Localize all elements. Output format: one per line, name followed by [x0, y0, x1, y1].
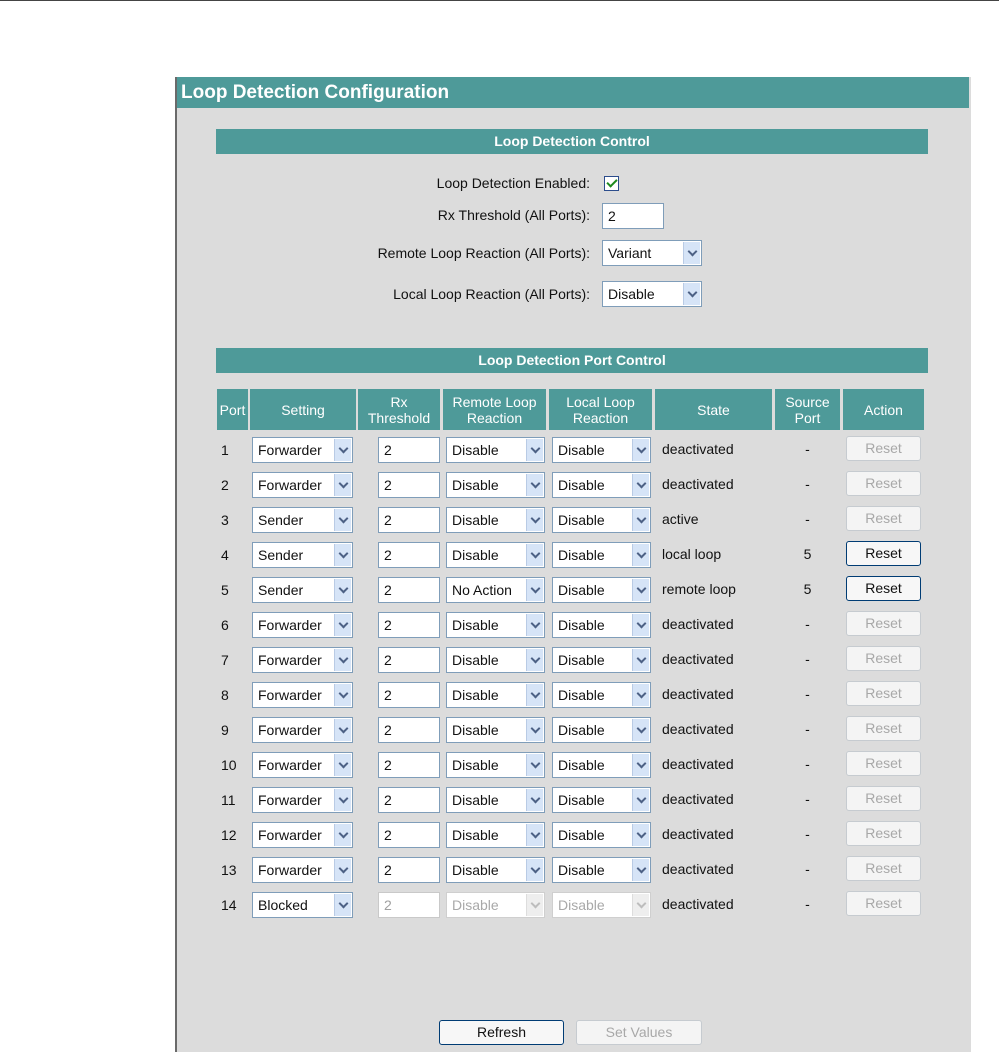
- col-header-setting: Setting: [250, 389, 356, 430]
- chevron-down-icon: [632, 509, 649, 531]
- setting-value: Forwarder: [258, 477, 322, 493]
- rx-threshold-input[interactable]: 2: [378, 822, 440, 848]
- local-loop-reaction-select[interactable]: [552, 647, 651, 673]
- rx-threshold-input[interactable]: 2: [378, 892, 440, 918]
- chevron-down-icon: [526, 684, 543, 706]
- setting-select[interactable]: [252, 612, 353, 638]
- local-loop-reaction-select[interactable]: [602, 281, 702, 307]
- chevron-down-icon: [526, 439, 543, 461]
- chevron-down-icon: [683, 283, 700, 305]
- setting-select[interactable]: [252, 717, 353, 743]
- port-number: 6: [221, 617, 229, 633]
- port-number: 12: [221, 827, 237, 843]
- reset-button[interactable]: Reset: [846, 681, 921, 706]
- setting-value: Sender: [258, 547, 304, 563]
- source-port-text: -: [805, 826, 810, 842]
- loop-detection-enabled-label: Loop Detection Enabled:: [436, 175, 590, 191]
- reset-button[interactable]: Reset: [846, 471, 921, 496]
- control-section-title: Loop Detection Control: [216, 129, 928, 154]
- state-text: deactivated: [662, 861, 734, 877]
- port-number: 11: [221, 792, 236, 808]
- local-loop-reaction-value: Disable: [558, 687, 605, 703]
- reset-button[interactable]: Reset: [846, 716, 921, 741]
- source-port-text: -: [805, 511, 810, 527]
- source-port-text: 5: [803, 546, 812, 562]
- chevron-down-icon: [632, 824, 649, 846]
- port-number: 1: [221, 442, 229, 458]
- state-text: deactivated: [662, 756, 734, 772]
- setting-select[interactable]: [252, 577, 353, 603]
- port-number: 4: [221, 547, 229, 563]
- chevron-down-icon: [334, 684, 351, 706]
- chevron-down-icon: [632, 789, 649, 811]
- setting-select[interactable]: [252, 472, 353, 498]
- port-number: 3: [221, 512, 229, 528]
- setting-value: Forwarder: [258, 862, 322, 878]
- state-text: deactivated: [662, 686, 734, 702]
- chevron-down-icon: [632, 614, 649, 636]
- remote-loop-reaction-select[interactable]: [446, 682, 545, 708]
- setting-value: Sender: [258, 582, 304, 598]
- chevron-down-icon: [526, 824, 543, 846]
- remote-loop-reaction-value: Disable: [452, 862, 499, 878]
- chevron-down-icon: [334, 789, 351, 811]
- loop-detection-enabled-checkbox[interactable]: [604, 176, 619, 191]
- port-control-section-title: Loop Detection Port Control: [216, 348, 928, 373]
- port-number: 9: [221, 722, 229, 738]
- setting-select[interactable]: [252, 647, 353, 673]
- local-loop-reaction-value: Disable: [558, 862, 605, 878]
- setting-select[interactable]: [252, 822, 353, 848]
- reset-button[interactable]: Reset: [846, 576, 921, 601]
- remote-loop-reaction-value: Disable: [452, 897, 499, 913]
- remote-loop-reaction-select[interactable]: [446, 647, 545, 673]
- setting-select[interactable]: [252, 857, 353, 883]
- chevron-down-icon: [334, 544, 351, 566]
- remote-loop-reaction-select[interactable]: [446, 822, 545, 848]
- source-port-text: 5: [803, 581, 812, 597]
- chevron-down-icon: [526, 474, 543, 496]
- reset-button[interactable]: Reset: [846, 611, 921, 636]
- state-text: deactivated: [662, 896, 734, 912]
- remote-loop-reaction-select[interactable]: [446, 717, 545, 743]
- local-loop-reaction-select[interactable]: [552, 612, 651, 638]
- local-loop-reaction-select[interactable]: [552, 892, 651, 918]
- chevron-down-icon: [334, 649, 351, 671]
- rx-threshold-input[interactable]: 2: [378, 577, 440, 603]
- remote-loop-reaction-select[interactable]: [446, 507, 545, 533]
- reset-button[interactable]: Reset: [846, 786, 921, 811]
- state-text: active: [662, 511, 699, 527]
- state-text: deactivated: [662, 616, 734, 632]
- rx-threshold-input[interactable]: 2: [378, 647, 440, 673]
- chevron-down-icon: [526, 614, 543, 636]
- rx-threshold-input[interactable]: 2: [378, 682, 440, 708]
- rx-threshold-input[interactable]: 2: [378, 542, 440, 568]
- port-number: 8: [221, 687, 229, 703]
- col-header-local-loop-reaction: Local Loop Reaction: [549, 389, 652, 430]
- local-loop-reaction-value: Disable: [558, 652, 605, 668]
- remote-loop-reaction-value: Disable: [452, 617, 499, 633]
- chevron-down-icon: [632, 684, 649, 706]
- remote-loop-reaction-value: Disable: [452, 652, 499, 668]
- setting-value: Forwarder: [258, 652, 322, 668]
- chevron-down-icon: [526, 579, 543, 601]
- state-text: deactivated: [662, 476, 734, 492]
- setting-value: Forwarder: [258, 722, 322, 738]
- local-loop-reaction-value: Disable: [558, 897, 605, 913]
- refresh-button[interactable]: Refresh: [439, 1020, 564, 1045]
- chevron-down-icon: [334, 509, 351, 531]
- remote-loop-reaction-select[interactable]: [446, 612, 545, 638]
- col-header-rx-threshold: Rx Threshold: [358, 389, 440, 430]
- port-number: 10: [221, 757, 237, 773]
- rx-threshold-input[interactable]: 2: [378, 717, 440, 743]
- source-port-text: -: [805, 686, 810, 702]
- remote-loop-reaction-select[interactable]: [446, 892, 545, 918]
- reset-button[interactable]: Reset: [846, 541, 921, 566]
- local-loop-reaction-label: Local Loop Reaction (All Ports):: [393, 286, 590, 302]
- port-number: 13: [221, 862, 237, 878]
- source-port-text: -: [805, 791, 810, 807]
- chevron-down-icon: [683, 242, 700, 264]
- chevron-down-icon: [334, 439, 351, 461]
- rx-threshold-input[interactable]: 2: [378, 752, 440, 778]
- chevron-down-icon: [632, 579, 649, 601]
- source-port-text: -: [805, 441, 810, 457]
- local-loop-reaction-select[interactable]: [552, 857, 651, 883]
- local-loop-reaction-value: Disable: [558, 827, 605, 843]
- local-loop-reaction-select[interactable]: [552, 472, 651, 498]
- reset-button[interactable]: Reset: [846, 856, 921, 881]
- col-header-state: State: [655, 389, 772, 430]
- remote-loop-reaction-value: Disable: [452, 792, 499, 808]
- top-divider: [0, 0, 999, 1]
- setting-select[interactable]: [252, 752, 353, 778]
- remote-loop-reaction-select[interactable]: [446, 787, 545, 813]
- local-loop-reaction-select[interactable]: [552, 682, 651, 708]
- rx-threshold-input[interactable]: 2: [378, 437, 440, 463]
- remote-loop-reaction-select[interactable]: [446, 577, 545, 603]
- setting-value: Forwarder: [258, 617, 322, 633]
- local-loop-reaction-select[interactable]: [552, 577, 651, 603]
- remote-loop-reaction-value: Variant: [608, 245, 652, 261]
- chevron-down-icon: [526, 719, 543, 741]
- setting-select[interactable]: [252, 542, 353, 568]
- reset-button[interactable]: Reset: [846, 436, 921, 461]
- rx-threshold-input[interactable]: 2: [378, 857, 440, 883]
- chevron-down-icon: [632, 754, 649, 776]
- chevron-down-icon: [334, 579, 351, 601]
- chevron-down-icon: [334, 474, 351, 496]
- chevron-down-icon: [632, 439, 649, 461]
- chevron-down-icon: [526, 859, 543, 881]
- chevron-down-icon: [526, 894, 543, 916]
- reset-button[interactable]: Reset: [846, 646, 921, 671]
- local-loop-reaction-value: Disable: [608, 286, 655, 302]
- local-loop-reaction-value: Disable: [558, 722, 605, 738]
- source-port-text: -: [805, 896, 810, 912]
- remote-loop-reaction-label: Remote Loop Reaction (All Ports):: [377, 245, 590, 261]
- state-text: local loop: [662, 546, 722, 562]
- col-header-port: Port: [217, 389, 248, 430]
- chevron-down-icon: [334, 859, 351, 881]
- source-port-text: -: [805, 651, 810, 667]
- chevron-down-icon: [334, 894, 351, 916]
- source-port-text: -: [805, 756, 810, 772]
- port-number: 14: [221, 897, 237, 913]
- setting-select[interactable]: [252, 437, 353, 463]
- chevron-down-icon: [526, 754, 543, 776]
- setting-value: Forwarder: [258, 792, 322, 808]
- chevron-down-icon: [632, 474, 649, 496]
- port-number: 5: [221, 582, 229, 598]
- remote-loop-reaction-select[interactable]: [446, 752, 545, 778]
- remote-loop-reaction-select[interactable]: [446, 472, 545, 498]
- setting-value: Forwarder: [258, 687, 322, 703]
- local-loop-reaction-select[interactable]: [552, 717, 651, 743]
- chevron-down-icon: [526, 509, 543, 531]
- local-loop-reaction-value: Disable: [558, 582, 605, 598]
- set-values-button[interactable]: Set Values: [576, 1020, 702, 1045]
- setting-select[interactable]: [252, 507, 353, 533]
- local-loop-reaction-select[interactable]: [552, 787, 651, 813]
- remote-loop-reaction-value: Disable: [452, 757, 499, 773]
- remote-loop-reaction-value: Disable: [452, 547, 499, 563]
- local-loop-reaction-select[interactable]: [552, 437, 651, 463]
- local-loop-reaction-select[interactable]: [552, 752, 651, 778]
- reset-button[interactable]: Reset: [846, 821, 921, 846]
- state-text: deactivated: [662, 441, 734, 457]
- local-loop-reaction-value: Disable: [558, 477, 605, 493]
- setting-select[interactable]: [252, 787, 353, 813]
- local-loop-reaction-value: Disable: [558, 617, 605, 633]
- local-loop-reaction-value: Disable: [558, 547, 605, 563]
- remote-loop-reaction-value: Disable: [452, 687, 499, 703]
- col-header-source-port: Source Port: [775, 389, 840, 430]
- chevron-down-icon: [632, 719, 649, 741]
- local-loop-reaction-value: Disable: [558, 442, 605, 458]
- remote-loop-reaction-value: No Action: [452, 582, 512, 598]
- local-loop-reaction-value: Disable: [558, 757, 605, 773]
- chevron-down-icon: [334, 719, 351, 741]
- chevron-down-icon: [632, 649, 649, 671]
- reset-button[interactable]: Reset: [846, 751, 921, 776]
- page-title: Loop Detection Configuration: [177, 77, 969, 108]
- chevron-down-icon: [526, 649, 543, 671]
- reset-button[interactable]: Reset: [846, 891, 921, 916]
- remote-loop-reaction-value: Disable: [452, 827, 499, 843]
- port-number: 7: [221, 652, 229, 668]
- remote-loop-reaction-select[interactable]: [602, 240, 702, 266]
- col-header-remote-loop-reaction: Remote Loop Reaction: [443, 389, 546, 430]
- remote-loop-reaction-value: Disable: [452, 442, 499, 458]
- setting-value: Blocked: [258, 897, 308, 913]
- reset-button[interactable]: Reset: [846, 506, 921, 531]
- setting-value: Forwarder: [258, 827, 322, 843]
- state-text: deactivated: [662, 721, 734, 737]
- remote-loop-reaction-select[interactable]: [446, 437, 545, 463]
- remote-loop-reaction-select[interactable]: [446, 542, 545, 568]
- chevron-down-icon: [526, 789, 543, 811]
- rx-threshold-input[interactable]: 2: [378, 787, 440, 813]
- setting-select[interactable]: [252, 682, 353, 708]
- setting-value: Forwarder: [258, 442, 322, 458]
- chevron-down-icon: [526, 544, 543, 566]
- chevron-down-icon: [632, 859, 649, 881]
- rx-threshold-input[interactable]: 2: [378, 612, 440, 638]
- chevron-down-icon: [334, 754, 351, 776]
- chevron-down-icon: [632, 894, 649, 916]
- rx-threshold-label: Rx Threshold (All Ports):: [437, 207, 590, 223]
- local-loop-reaction-value: Disable: [558, 792, 605, 808]
- rx-threshold-input[interactable]: 2: [378, 472, 440, 498]
- port-number: 2: [221, 477, 229, 493]
- rx-threshold-input[interactable]: 2: [378, 507, 440, 533]
- setting-select[interactable]: [252, 892, 353, 918]
- setting-value: Sender: [258, 512, 304, 528]
- rx-threshold-input[interactable]: 2: [602, 203, 664, 229]
- remote-loop-reaction-value: Disable: [452, 477, 499, 493]
- chevron-down-icon: [334, 824, 351, 846]
- source-port-text: -: [805, 476, 810, 492]
- source-port-text: -: [805, 721, 810, 737]
- source-port-text: -: [805, 861, 810, 877]
- local-loop-reaction-select[interactable]: [552, 822, 651, 848]
- remote-loop-reaction-value: Disable: [452, 722, 499, 738]
- chevron-down-icon: [334, 614, 351, 636]
- local-loop-reaction-select[interactable]: [552, 542, 651, 568]
- local-loop-reaction-select[interactable]: [552, 507, 651, 533]
- state-text: deactivated: [662, 651, 734, 667]
- source-port-text: -: [805, 616, 810, 632]
- state-text: deactivated: [662, 826, 734, 842]
- state-text: deactivated: [662, 791, 734, 807]
- remote-loop-reaction-select[interactable]: [446, 857, 545, 883]
- setting-value: Forwarder: [258, 757, 322, 773]
- remote-loop-reaction-value: Disable: [452, 512, 499, 528]
- state-text: remote loop: [662, 581, 736, 597]
- local-loop-reaction-value: Disable: [558, 512, 605, 528]
- col-header-action: Action: [843, 389, 924, 430]
- chevron-down-icon: [632, 544, 649, 566]
